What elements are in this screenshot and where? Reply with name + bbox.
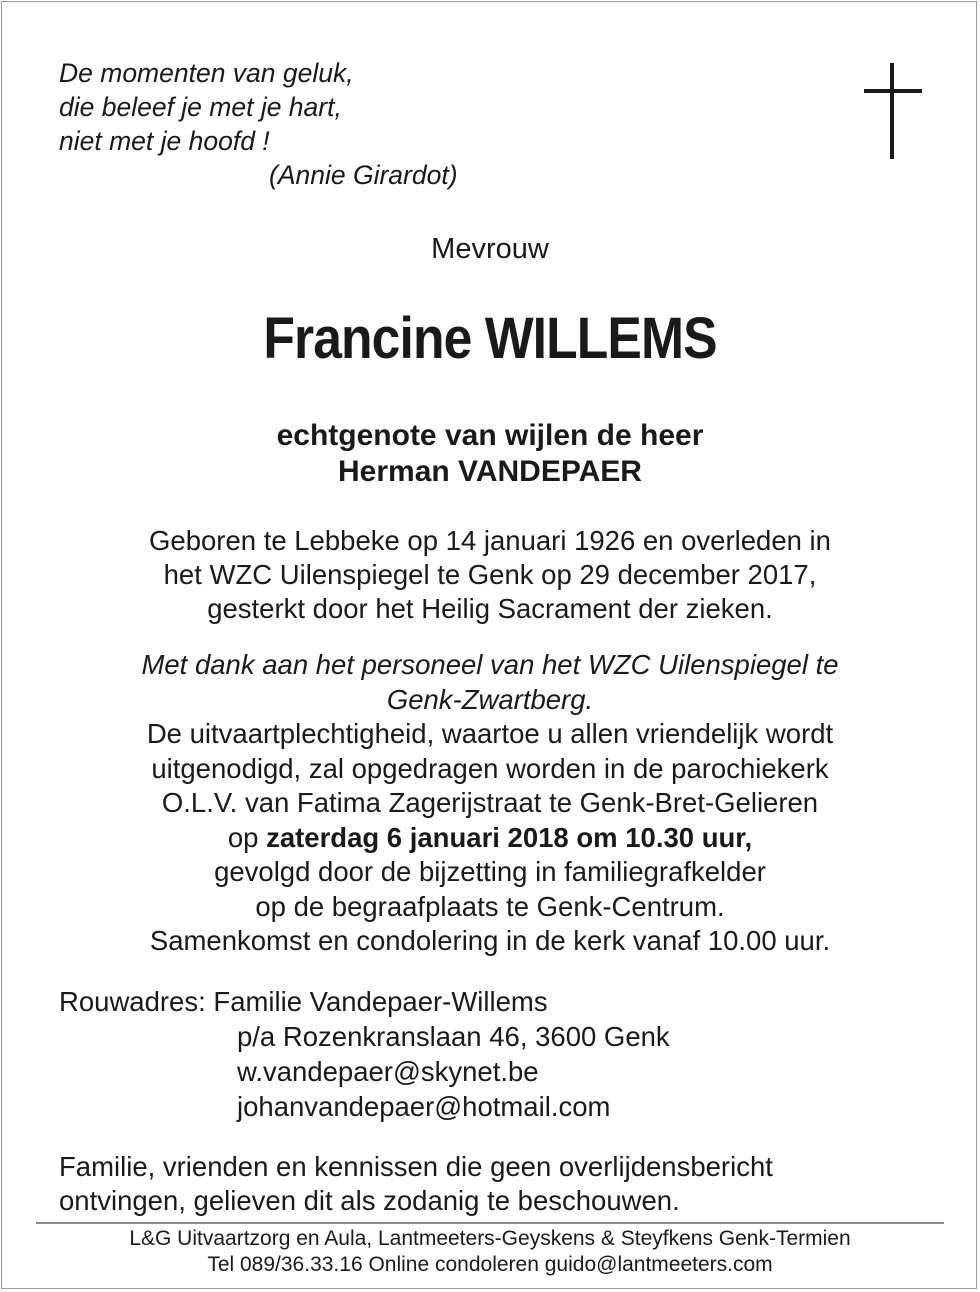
address-first-line: [59, 986, 548, 1017]
ceremony-info: [0, 648, 980, 959]
ceremony-line: op de begraafplaats te Genk-Centrum.: [255, 890, 725, 922]
spouse-name: Herman VANDEPAER: [338, 455, 642, 488]
ceremony-line: O.L.V. van Fatima Zagerijstraat te Genk-Bret-Gelieren: [161, 787, 819, 818]
address-email: johanvandepaer@hotmail.com: [237, 1091, 611, 1122]
bio-line: gesterkt door het Heilig Sacrament der zieken.: [207, 593, 773, 624]
thanks-line: Genk-Zwartberg.: [386, 683, 594, 715]
family-notice: [59, 1150, 773, 1218]
address-street: p/a Rozenkranslaan 46, 3600 Genk: [237, 1021, 670, 1052]
date-prefix: op: [227, 821, 267, 853]
quote-line: die beleef je met je hart,: [59, 92, 342, 122]
cross-icon: [864, 63, 922, 159]
address-label: Rouwadres:: [59, 986, 214, 1017]
ceremony-date-line: [0, 821, 980, 856]
footer-line: Tel 089/36.33.16 Online condoleren guido@lantmeeters.com: [207, 1253, 773, 1276]
quote-author: (Annie Girardot): [269, 160, 458, 190]
footer: [0, 1226, 980, 1278]
footer-divider: [36, 1222, 944, 1224]
ceremony-line: Samenkomst en condolering in de kerk vanaf 10.00 uur.: [149, 925, 831, 956]
address-family: Familie Vandepaer-Willems: [213, 986, 548, 1017]
quote-line: niet met je hoofd !: [59, 126, 270, 156]
mourning-address: [59, 984, 670, 1124]
address-email: w.vandepaer@skynet.be: [237, 1056, 539, 1087]
footer-line: L&G Uitvaartzorg en Aula, Lantmeeters-Geyskens & Steyfkens Genk-Termien: [129, 1227, 851, 1250]
thanks-line: Met dank aan het personeel van het WZC Uilenspiegel te: [141, 649, 839, 680]
honorific: Mevrouw: [431, 233, 549, 265]
notice-line: ontvingen, gelieven dit als zodanig te beschouwen.: [59, 1185, 680, 1216]
ceremony-line: uitgenodigd, zal opgedragen worden in de parochiekerk: [151, 752, 829, 784]
bio-line: het WZC Uilenspiegel te Genk op 29 december 2017,: [163, 559, 817, 590]
quote: [59, 56, 458, 192]
ceremony-date: zaterdag 6 januari 2018 om 10.30 uur,: [266, 821, 753, 853]
spouse-info: [0, 418, 980, 490]
bio-line: Geboren te Lebbeke op 14 januari 1926 en overleden in: [149, 525, 831, 556]
spouse-line: echtgenote van wijlen de heer: [276, 419, 704, 452]
ceremony-line: De uitvaartplechtigheid, waartoe u allen vriendelijk wordt: [146, 718, 834, 749]
quote-line: De momenten van geluk,: [59, 58, 354, 88]
ceremony-line: gevolgd door de bijzetting in familiegrafkelder: [214, 856, 766, 887]
notice-line: Familie, vrienden en kennissen die geen overlijdensbericht: [59, 1151, 773, 1182]
birth-death-info: [0, 524, 980, 626]
deceased-name: Francine WILLEMS: [263, 306, 717, 371]
